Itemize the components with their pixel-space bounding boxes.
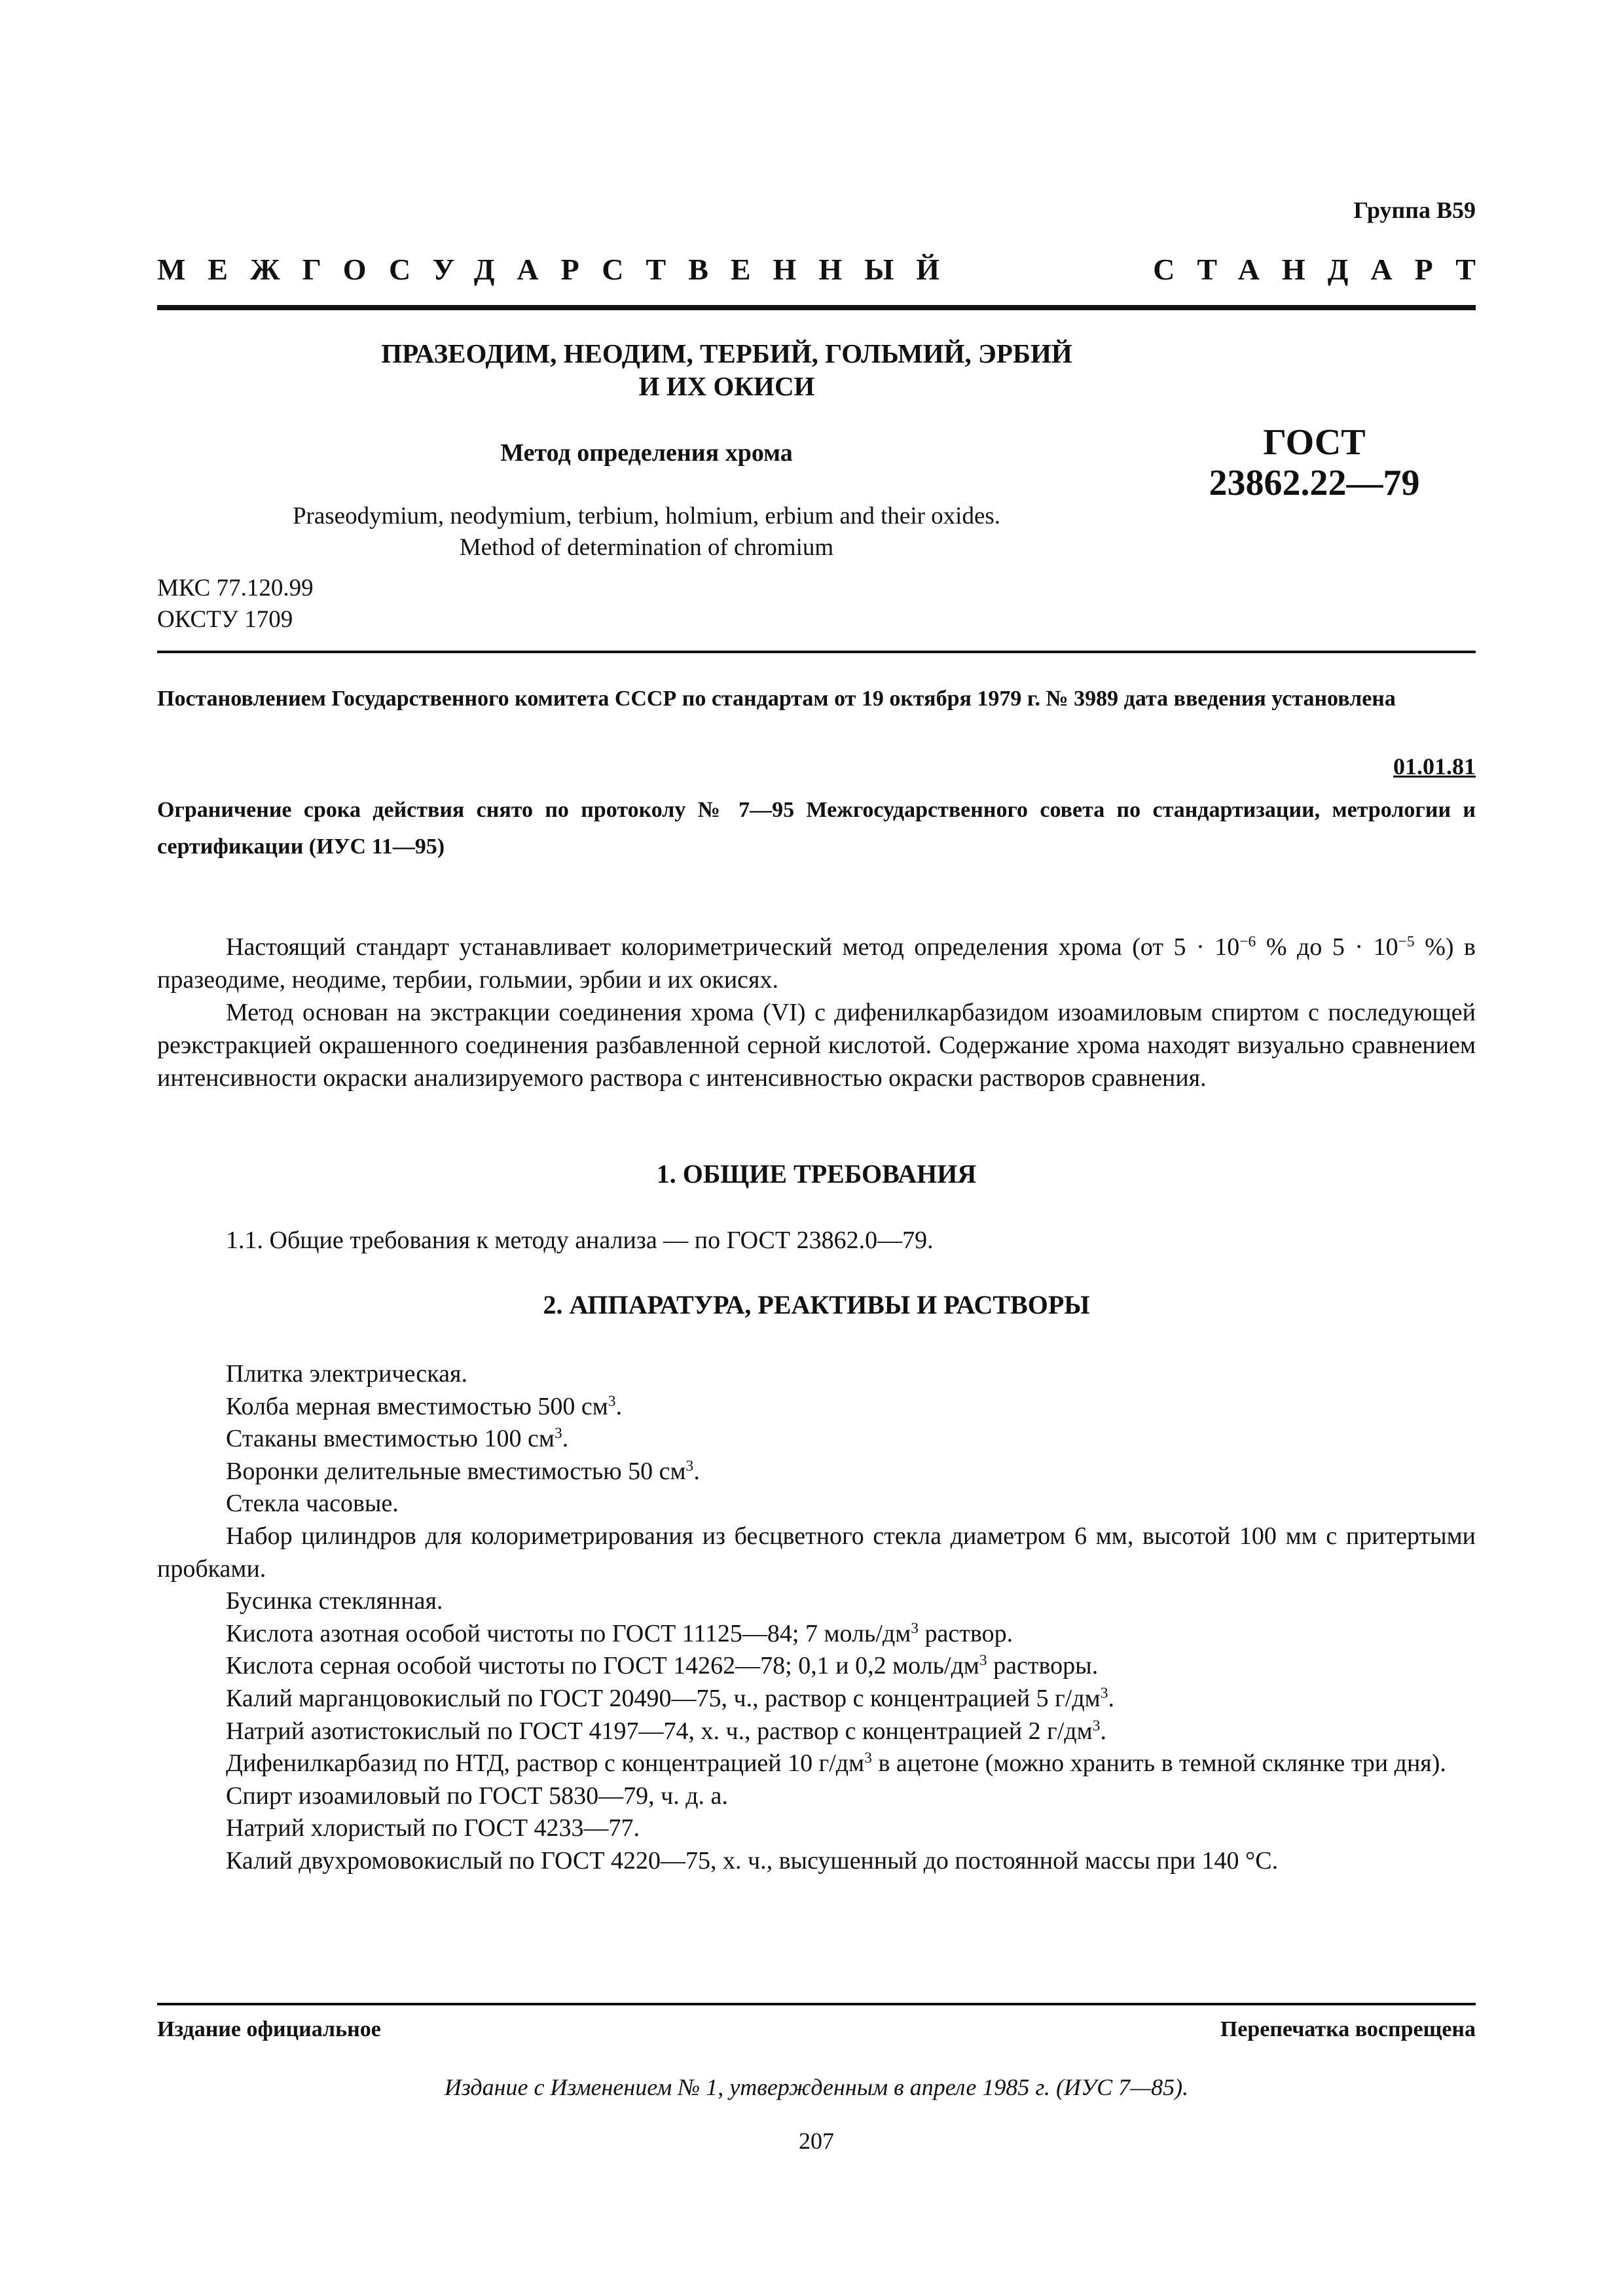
list-item-text: Воронки делительные вместимостью 50 см [226,1457,686,1485]
standard-banner [157,252,1498,291]
banner-interstate: МЕЖГОСУДАРСТВЕННЫЙ [157,253,962,286]
intro-paragraph-1 [157,931,1476,996]
apparatus-list [157,1358,1476,1878]
intro-p1-text-b: % до 5 · 10 [1256,933,1398,961]
list-item-tail: . [1100,1717,1106,1745]
list-item [157,1812,1476,1845]
intro-paragraph-2: Метод основан на экстракции соединения хрома (VI) с дифенилкарбазидом изоамиловым спиртом с последующей реэкстракцией окрашенного соединения разбавленной серной кислотой. Содержание хрома находят визуально сравнением интенсивности окраски анализируемого раствора с интенсивностью окраски растворов сравнения. [157,999,1476,1092]
english-title-line-2: Method of determination of chromium [459,534,834,561]
list-item-text: Натрий азотистокислый по ГОСТ 4197—74, х. ч., раствор с концентрацией 2 г/дм [226,1717,1093,1745]
title-line-2: И ИХ ОКИСИ [638,371,815,401]
list-item-tail: растворы. [987,1652,1099,1680]
list-item-tail: . [1108,1684,1114,1712]
list-item-text: Спирт изоамиловый по ГОСТ 5830—79, ч. д. а. [226,1782,728,1810]
list-item-superscript: 3 [554,1425,562,1443]
list-item [157,1845,1476,1878]
title-line-1: ПРАЗЕОДИМ, НЕОДИМ, ТЕРБИЙ, ГОЛЬМИЙ, ЭРБИЙ [381,338,1072,368]
document-title [157,337,1296,403]
list-item-tail: в ацетоне (можно хранить в темной склянке три дня). [871,1749,1446,1778]
list-item-text: Кислота азотная особой чистоты по ГОСТ 11125—84; 7 моль/дм [226,1619,911,1647]
intro-p1-text-c: %) в празеодиме, неодиме, тербии, гольмии, эрбии и их окисях. [157,933,1476,994]
list-item-tail: . [615,1392,623,1420]
list-item-superscript: 3 [685,1457,694,1475]
list-item-text: Кислота серная особой чистоты по ГОСТ 14262—78; 0,1 и 0,2 моль/дм [226,1652,979,1680]
reprint-prohibited-label: Перепечатка воспрещена [1220,2017,1476,2041]
list-item [157,1715,1476,1748]
list-item [157,1683,1476,1715]
list-item-superscript: 3 [979,1652,987,1670]
list-item-text: Стекла часовые. [226,1490,399,1518]
banner-standard: СТАНДАРТ [1153,253,1498,286]
list-item-superscript: 3 [864,1749,872,1767]
list-item [157,1456,1476,1488]
list-item [157,1780,1476,1813]
intro-p1-text-a: Настоящий стандарт устанавливает колориметрический метод определения хрома (от 5 · 10 [226,933,1240,961]
footer-rule [157,2003,1476,2005]
list-item [157,1520,1476,1585]
list-item-text: Стаканы вместимостью 100 см [226,1425,555,1453]
list-item [157,1423,1476,1456]
edition-note: Издание с Изменением № 1, утвержденным в апреле 1985 г. (ИУС 7—85). [444,2074,1189,2100]
gost-designation [1192,422,1437,503]
list-item-text: Дифенилкарбазид по НТД, раствор с концентрацией 10 г/дм [226,1749,865,1778]
decree-text: Постановлением Государственного комитета СССР по стандартам от 19 октября 1979 г. № 3989 дата введения установлена [157,687,1396,711]
section-1-heading: 1. ОБЩИЕ ТРЕБОВАНИЯ [656,1159,977,1189]
introduction-date: 01.01.81 [1393,753,1476,780]
english-title [157,501,1136,564]
list-item [157,1585,1476,1618]
list-item [157,1748,1476,1780]
list-item-text: Набор цилиндров для колориметрирования из бесцветного стекла диаметром 6 мм, высотой 100 мм с притертыми пробками. [157,1522,1476,1583]
list-item [157,1358,1476,1391]
list-item-superscript: 3 [1100,1684,1108,1702]
intro-p1-exponent-2: −5 [1398,933,1415,951]
list-item-text: Калий марганцовокислый по ГОСТ 20490—75, ч., раствор с концентрацией 5 г/дм [226,1684,1101,1712]
official-edition-label: Издание официальное [157,2017,381,2041]
intro-p1-exponent-1: −6 [1239,933,1256,951]
list-item-text: Колба мерная вместимостью 500 см [226,1392,608,1420]
list-item [157,1650,1476,1683]
section-2-heading: 2. АППАРАТУРА, РЕАКТИВЫ И РАСТВОРЫ [543,1290,1090,1319]
header-rule [157,305,1476,310]
english-title-line-1: Praseodymium, neodymium, terbium, holmium, erbium and their oxides. [292,503,1001,529]
list-item [157,1488,1476,1520]
list-item [157,1618,1476,1651]
list-item [157,1391,1476,1424]
clause-1-1: 1.1. Общие требования к методу анализа — по ГОСТ 23862.0—79. [226,1227,934,1254]
gost-label: ГОСТ [1263,422,1366,463]
restriction-note: Ограничение срока действия снято по протоколу № 7—95 Межгосударственного совета по стандартизации, метрологии и сертификации (ИУС 11—95) [157,798,1476,859]
list-item-text: Натрий хлористый по ГОСТ 4233—77. [226,1814,640,1842]
list-item-text: Плитка электрическая. [226,1360,467,1388]
page-number: 207 [799,2128,834,2154]
group-label: Группа В59 [1353,197,1476,223]
list-item-superscript: 3 [911,1619,919,1637]
list-item-superscript: 3 [608,1392,616,1410]
title-rule [157,651,1476,653]
mks-code: МКС 77.120.99 [157,575,314,601]
list-item-text: Бусинка стеклянная. [226,1587,443,1615]
list-item-tail: раствор. [919,1619,1013,1647]
classification-codes [157,573,314,636]
gost-number: 23862.22—79 [1209,463,1420,503]
list-item-text: Калий двухромовокислый по ГОСТ 4220—75, х. ч., высушенный до постоянной массы при 140 °С. [226,1846,1279,1874]
list-item-tail: . [693,1457,700,1485]
method-title: Метод определения хрома [500,439,793,467]
list-item-tail: . [562,1425,569,1453]
okstu-code: ОКСТУ 1709 [157,606,293,633]
list-item-superscript: 3 [1092,1717,1101,1734]
